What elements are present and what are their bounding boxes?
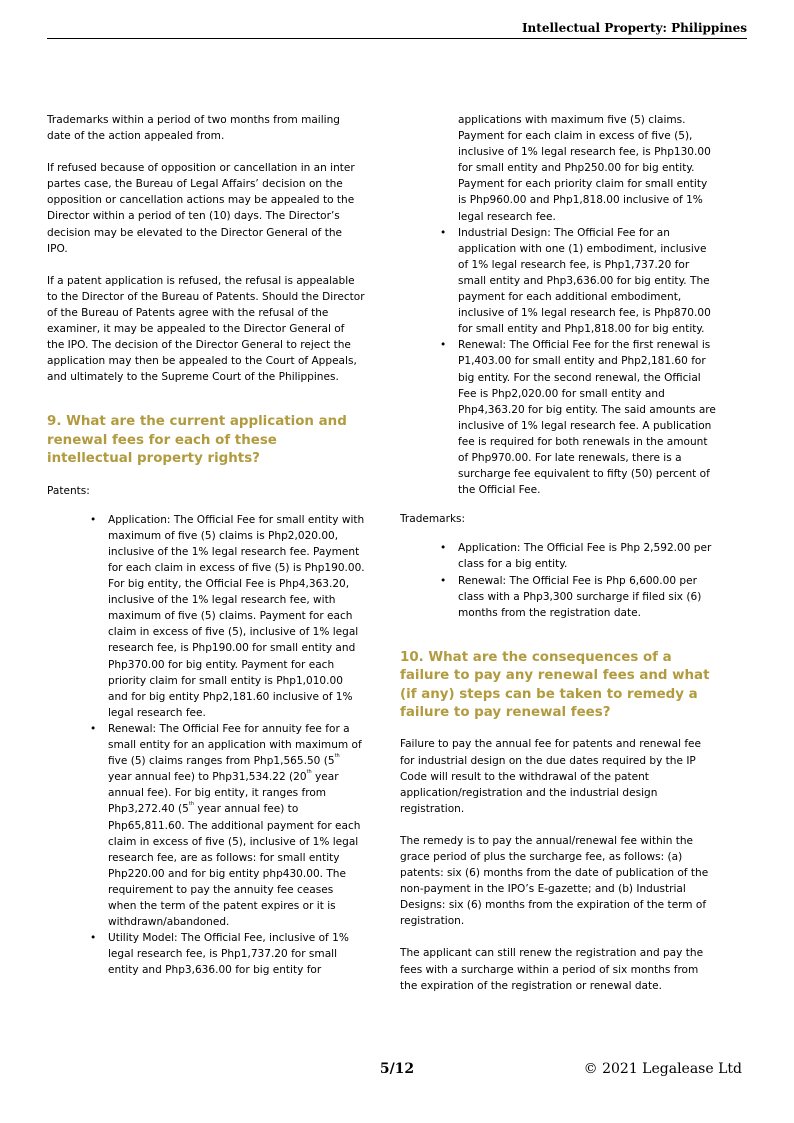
page-header	[47, 20, 747, 39]
patent-refusal-paragraph: If a patent application is refused, the refusal is appealable to the Director of the Bureau of Patents. Should the Director of the Bureau of Patents agree with the refusal of the examiner, it may be appealed to the Director General of the IPO. The decision of the Director General to reject the application may then be appealed to the Court of Appeals, and ultimately to the Supreme Court of the Philippines.	[47, 274, 365, 384]
ordinal-suffix: th	[306, 769, 312, 776]
bullet-icon: •	[440, 542, 447, 555]
list-item-utility-model-continued	[440, 112, 718, 225]
bullet-icon: •	[90, 513, 97, 526]
remedy-paragraph: The remedy is to pay the annual/renewal fee within the grace period of plus the surcharge fee, as follows: (a) patents: six (6) months from the date of publication of the non-payment in the IPO’s E-gazette; and (b) Industrial Designs: six (6) months from the expiration of the term of registration.	[400, 834, 709, 928]
trademarks-label: Trademarks:	[400, 513, 466, 526]
failure-to-pay-paragraph: Failure to pay the annual fee for patents and renewal fee for industrial design on the due dates required by the IP Code will result to the withdrawal of the patent application/registration and the industrial design registration.	[400, 738, 702, 815]
bullet-icon: •	[440, 226, 447, 239]
patent-renewal-text-d: year annual fee) to Php65,811.60. The additional payment for each claim in excess of five (5), inclusive of 1% legal research fee, are as follows: for small entity Php220.00 and for big entity php430.00. The requirement to pay the annuity fee ceases when the term of the patent expires or it is withdrawn/abandoned.	[108, 803, 361, 929]
bullet-icon: •	[90, 932, 97, 945]
header-title: Intellectual Property: Philippines	[521, 21, 747, 35]
patents-fee-list	[90, 512, 365, 979]
list-item-design-renewal	[440, 337, 718, 498]
right-column	[400, 112, 718, 1010]
design-renewal-text: Renewal: The Official Fee for the first renewal is P1,403.00 for small entity and Php2,181.60 for big entity. For the second renewal, the Official Fee is Php2,020.00 for small entity and Php4,363.20 for big entity. The said amounts are inclusive of 1% legal research fee. A publication fee is required for both renewals in the amount of Php970.00. For late renewals, there is a surcharge fee equivalent to fifty (50) percent of the Official Fee.	[458, 339, 716, 497]
bullet-icon: •	[440, 574, 447, 587]
patents-fee-list-continued	[440, 112, 718, 498]
patent-renewal-text-c: year annual fee). For big entity, it ranges from Php3,272.40 (5	[108, 771, 339, 816]
trademarks-fee-list	[440, 540, 718, 620]
bullet-icon: •	[440, 339, 447, 352]
patent-application-text: Application: The Official Fee for small entity with maximum of five (5) claims is Php2,020.00, inclusive of the 1% legal research fee. Payment for each claim in excess of five (5) is Php190.00. For big entity, the Official Fee is Php4,363.20, inclusive of the 1% legal research fee, with maximum of five (5) claims. Payment for each claim in excess of five (5), inclusive of 1% legal research fee, is Php190.00 for small entity and Php370.00 for big entity. Payment for each priority claim for small entity is Php1,010.00 and for big entity Php2,181.60 inclusive of 1% legal research fee.	[108, 513, 365, 719]
patent-renewal-text-a: Renewal: The Official Fee for annuity fee for a small entity for an application with maximum of five (5) claims ranges from Php1,565.50 (5	[108, 722, 362, 768]
list-item-patent-renewal	[90, 721, 365, 930]
question-10-heading: 10. What are the consequences of a failure to pay any renewal fees and what (if any) steps can be taken to remedy a failure to pay renewal fees?	[400, 649, 710, 721]
patent-renewal-text-b: year annual fee) to Php31,534.22 (20	[108, 771, 307, 784]
question-9-heading: 9. What are the current application and renewal fees for each of these intellectual property rights?	[47, 414, 347, 467]
inter-partes-paragraph: If refused because of opposition or cancellation in an inter partes case, the Bureau of Legal Affairs’ decision on the opposition or cancellation actions may be appealed to the Director within a period of ten (10) days. The Director’s decision may be elevated to the Director General of the IPO.	[47, 162, 355, 255]
trademark-application-text: Application: The Official Fee is Php 2,592.00 per class for a big entity.	[458, 542, 712, 571]
utility-model-text: Utility Model: The Official Fee, inclusive of 1% legal research fee, is Php1,737.20 for small entity and Php3,636.00 for big entity for	[108, 932, 349, 977]
list-item-trademark-renewal	[440, 573, 718, 621]
page-footer	[0, 1061, 794, 1081]
list-item-industrial-design	[440, 225, 718, 338]
trademark-renewal-text: Renewal: The Official Fee is Php 6,600.00 per class with a Php3,300 surcharge if filed six (6) months from the registration date.	[458, 574, 702, 619]
ordinal-suffix: th	[334, 753, 340, 760]
utility-model-text-continued: applications with maximum five (5) claims. Payment for each claim in excess of five (5), inclusive of 1% legal research fee, is Php130.00 for small entity and Php250.00 for big entity. Payment for each priority claim for small entity is Php960.00 and Php1,818.00 inclusive of 1% legal research fee.	[458, 114, 711, 223]
list-item-utility-model	[90, 930, 365, 978]
appeal-trademarks-paragraph: Trademarks within a period of two months from mailing date of the action appealed from.	[47, 114, 340, 143]
late-renewal-paragraph: The applicant can still renew the registration and pay the fees with a surcharge within a period of six months from the expiration of the registration or renewal date.	[400, 947, 704, 992]
copyright-notice: © 2021 Legalease Ltd	[583, 1061, 742, 1077]
page-number: 5/12	[379, 1061, 415, 1077]
list-item-trademark-application	[440, 540, 718, 572]
list-item-patent-application	[90, 512, 365, 721]
patents-label: Patents:	[47, 484, 90, 497]
left-column	[47, 112, 365, 978]
ordinal-suffix: th	[188, 801, 195, 808]
industrial-design-text: Industrial Design: The Official Fee for an application with one (1) embodiment, inclusive of 1% legal research fee, is Php1,737.20 for small entity and Php3,636.00 for big entity. The payment for each additional embodiment, inclusive of 1% legal research fee, is Php870.00 for small entity and Php1,818.00 for big entity.	[458, 226, 711, 336]
bullet-icon: •	[90, 722, 97, 735]
